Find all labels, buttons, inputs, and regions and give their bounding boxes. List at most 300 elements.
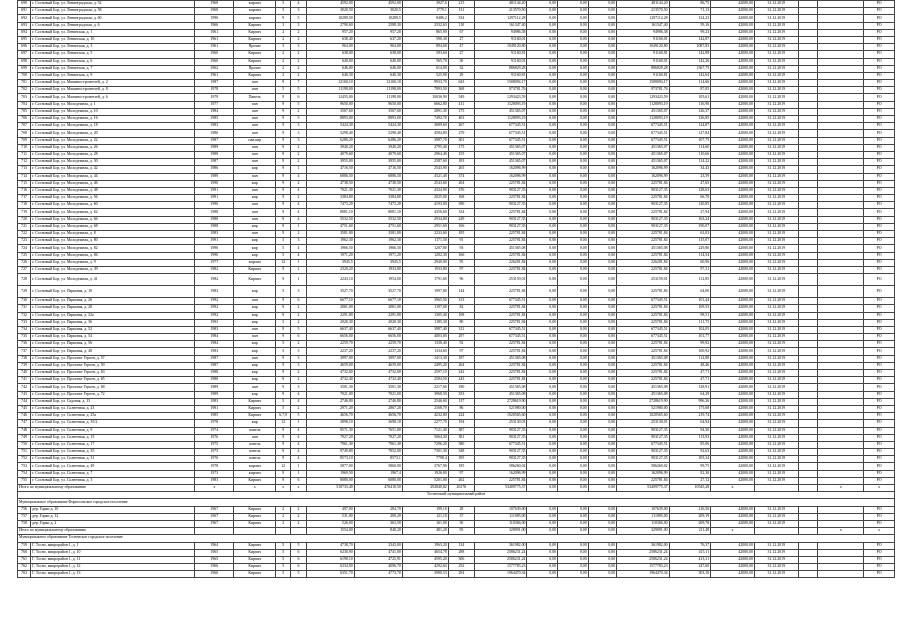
empty-cell xyxy=(798,427,818,434)
cell-a: г. Сосновый Бор, ул. Солнечная, д. 15 xyxy=(31,434,195,441)
total-x: х xyxy=(711,528,755,535)
cell-a: дер. Горки д. 10 xyxy=(31,506,195,513)
cell-v: 1128093,19 xyxy=(475,101,527,108)
total-label: Итого по муниципальному образованию xyxy=(18,528,195,535)
cell-a: г. Сосновый Бор, ул. Солнечная, д. 49 xyxy=(31,463,195,470)
cell-d: 31.12.2019 xyxy=(754,348,798,355)
cell-d: 31.12.2019 xyxy=(754,180,798,187)
cell-t: 1293423,59 xyxy=(617,94,669,101)
cell-n: 695 xyxy=(18,36,31,43)
cell-u: 115,07 xyxy=(669,238,711,245)
cell-f: 9 xyxy=(276,434,291,441)
cell-k: РО xyxy=(864,223,895,230)
cell-a: г. Сосновый Бор, ул. Молодежная, д. 80 xyxy=(31,238,195,245)
cell-f: 9 xyxy=(276,80,291,87)
empty-cell xyxy=(798,123,818,130)
cell-z1: 0,00 xyxy=(527,377,558,384)
cell-s3: 1305,40 xyxy=(402,312,448,319)
empty-cell xyxy=(798,137,818,144)
empty-cell xyxy=(798,202,818,209)
table-row xyxy=(18,326,895,333)
empty-cell xyxy=(818,398,864,405)
cell-a: г. Сосновый Бор, ул. Молодежная, д. 62 xyxy=(31,209,195,216)
cell-z3: 0,00 xyxy=(588,398,616,405)
cell-p: 32 xyxy=(448,65,474,72)
cell-s3: 7121,40 xyxy=(402,427,448,434)
cell-p: 82 xyxy=(448,305,474,312)
cell-s1: 2790,60 xyxy=(306,22,354,29)
cell-u: 113,93 xyxy=(669,434,711,441)
cell-d: 31.12.2019 xyxy=(754,72,798,79)
empty-cell xyxy=(798,180,818,187)
cell-e: 2 xyxy=(291,370,306,377)
cell-f: 2 xyxy=(276,520,291,527)
cell-v: 1049120,80 xyxy=(475,44,527,51)
cell-y: 1992 xyxy=(195,305,234,312)
cell-u: 216,56 xyxy=(669,506,711,513)
cell-d: 31.12.2019 xyxy=(754,173,798,180)
empty-cell xyxy=(798,108,818,115)
cell-z1: 0,00 xyxy=(527,87,558,94)
cell-f: 5 xyxy=(276,398,291,405)
cell-a: г. Сосновый Бор, ул. Ленинская, д. 7 xyxy=(31,65,195,72)
table-row xyxy=(18,72,895,79)
section-header-row-text: Муниципальное образование Форносовское городское поселение xyxy=(18,499,895,506)
cell-p: 334 xyxy=(448,209,474,216)
cell-f: 9 xyxy=(276,101,291,108)
cell-f: 9 xyxy=(276,427,291,434)
cell-k: РО xyxy=(864,209,895,216)
cell-v: 361982,00 xyxy=(475,542,527,549)
cell-n: 721 xyxy=(18,223,31,230)
cell-v: 677345,51 xyxy=(475,298,527,305)
cell-a: г. Сосновый Бор, ул. Молодежная, д. 39 xyxy=(31,266,195,273)
cell-w: 42000,00 xyxy=(711,305,755,312)
cell-s1: 2020,30 xyxy=(306,319,354,326)
cell-a: дер. Горки д. 12 xyxy=(31,513,195,520)
cell-z3: 0,00 xyxy=(588,123,616,130)
cell-d: 31.12.2019 xyxy=(754,449,798,456)
cell-e: 3 xyxy=(291,44,306,51)
cell-p: 67 xyxy=(448,29,474,36)
empty-cell xyxy=(818,326,864,333)
cell-f: 6,7,9 xyxy=(276,413,291,420)
cell-a: Г. Тосно, микрорайон 1, д. 11 xyxy=(31,556,195,563)
cell-z1: 0,00 xyxy=(527,130,558,137)
empty-cell xyxy=(818,44,864,51)
cell-n: 719 xyxy=(18,209,31,216)
cell-s1: 640,30 xyxy=(306,72,354,79)
cell-k: РО xyxy=(864,326,895,333)
empty-cell xyxy=(798,231,818,238)
cell-s1: 6351,70 xyxy=(306,571,354,578)
cell-s1: 1966,50 xyxy=(306,245,354,252)
cell-z2: 0,00 xyxy=(558,65,589,72)
cell-a: г. Сосновый Бор, ул. Парковая, д. 10 xyxy=(31,286,195,298)
cell-n: 743 xyxy=(18,391,31,398)
cell-e: 5 xyxy=(291,15,306,22)
total-x xyxy=(234,528,276,535)
cell-z2: 0,00 xyxy=(558,571,589,578)
cell-z2: 0,00 xyxy=(558,166,589,173)
empty-cell xyxy=(798,259,818,266)
cell-z1: 0,00 xyxy=(527,216,558,223)
cell-m: Кирпич xyxy=(234,520,276,527)
cell-z3: 0,00 xyxy=(588,319,616,326)
empty-cell xyxy=(818,223,864,230)
table-row xyxy=(18,413,895,420)
cell-z1: 0,00 xyxy=(527,370,558,377)
cell-z1: 0,00 xyxy=(527,36,558,43)
cell-m: кир xyxy=(234,391,276,398)
cell-z2: 0,00 xyxy=(558,15,589,22)
cell-e: 3 xyxy=(291,286,306,298)
cell-u: 114,22 xyxy=(669,159,711,166)
table-row xyxy=(18,391,895,398)
cell-y: 1992 xyxy=(195,298,234,305)
cell-e: 3 xyxy=(291,362,306,369)
cell-t: 451365,07 xyxy=(617,108,669,115)
cell-p: 137 xyxy=(448,398,474,405)
cell-t: 225781,84 xyxy=(617,305,669,312)
table-row xyxy=(18,506,895,513)
cell-s2: 964,00 xyxy=(354,44,402,51)
cell-s2: 4659,00 xyxy=(354,362,402,369)
cell-p: 376 xyxy=(448,187,474,194)
cell-s2: 363,50 xyxy=(354,520,402,527)
total-s2: 476410,50 xyxy=(354,485,402,492)
cell-t: 225781,84 xyxy=(617,266,669,273)
cell-y: 1991 xyxy=(195,238,234,245)
empty-cell xyxy=(798,556,818,563)
cell-z2: 0,00 xyxy=(558,51,589,58)
cell-z1: 0,00 xyxy=(527,58,558,65)
cell-z3: 0,00 xyxy=(588,259,616,266)
cell-s2: 4751,60 xyxy=(354,223,402,230)
cell-y: 1966 xyxy=(195,564,234,571)
cell-w: 42000,00 xyxy=(711,549,755,556)
cell-w: 42000,00 xyxy=(711,51,755,58)
cell-z1: 0,00 xyxy=(527,231,558,238)
cell-s2: 7852,00 xyxy=(354,449,402,456)
cell-u: 247,60 xyxy=(669,564,711,571)
cell-z1: 0,00 xyxy=(527,362,558,369)
cell-m: панель xyxy=(234,456,276,463)
cell-s1: 531,00 xyxy=(306,513,354,520)
cell-k: РО xyxy=(864,405,895,412)
cell-a: г. Сосновый Бор, ул. Солнечная, д. 7 xyxy=(31,470,195,477)
cell-m: Кирпич xyxy=(234,58,276,65)
cell-a: г. Сосновый Бор, ул. Солнечная, д. 35/2 xyxy=(31,420,195,427)
cell-z3: 0,00 xyxy=(588,377,616,384)
cell-z2: 0,00 xyxy=(558,252,589,259)
cell-z2: 0,00 xyxy=(558,449,589,456)
cell-s2: 284,70 xyxy=(354,506,402,513)
cell-y: 1990 xyxy=(195,245,234,252)
cell-v: 225781,84 xyxy=(475,305,527,312)
table-row xyxy=(18,22,895,29)
cell-n: 711 xyxy=(18,151,31,158)
cell-d: 31.12.2019 xyxy=(754,29,798,36)
cell-n: 739 xyxy=(18,362,31,369)
cell-s3: 1963,20 xyxy=(402,542,448,549)
table-row xyxy=(18,159,895,166)
cell-s2: 4741,00 xyxy=(354,549,402,556)
cell-v: 225781,84 xyxy=(475,377,527,384)
cell-d: 31.12.2019 xyxy=(754,202,798,209)
cell-a: г. Сосновый Бор, ул. Парковая, д. 52 xyxy=(31,326,195,333)
cell-u: 105,61 xyxy=(669,94,711,101)
cell-w: 42000,00 xyxy=(711,195,755,202)
empty-cell xyxy=(798,528,818,535)
cell-d: 31.12.2019 xyxy=(754,245,798,252)
cell-s1: 3501,30 xyxy=(306,384,354,391)
cell-p: 288 xyxy=(448,549,474,556)
cell-z2: 0,00 xyxy=(558,29,589,36)
cell-u: 303,10 xyxy=(669,571,711,578)
cell-k: РО xyxy=(864,15,895,22)
cell-p: 403 xyxy=(448,116,474,123)
cell-e: 2 xyxy=(291,513,306,520)
cell-a: г. Сосновый Бор, ул. Ленинская, д. 6 xyxy=(31,58,195,65)
empty-cell xyxy=(798,571,818,578)
table-row xyxy=(18,266,895,273)
cell-v: 903127,35 xyxy=(475,449,527,456)
cell-p: 30 xyxy=(448,58,474,65)
cell-t: 225781,84 xyxy=(617,477,669,484)
cell-y: 1988 xyxy=(195,223,234,230)
cell-n: 746 xyxy=(18,413,31,420)
cell-a: г. Сосновый Бор, ул. Молодежная, д. 1 xyxy=(31,101,195,108)
cell-m: Кирпич xyxy=(234,542,276,549)
cell-k: РО xyxy=(864,36,895,43)
cell-t: 225781,84 xyxy=(617,238,669,245)
cell-s3: 10036,90 xyxy=(402,94,448,101)
cell-a: г. Сосновый Бор, ул. Машиностроителей, д. 6 xyxy=(31,94,195,101)
cell-m: Прочие xyxy=(234,44,276,51)
cell-z2: 0,00 xyxy=(558,348,589,355)
cell-s3: 525,90 xyxy=(402,72,448,79)
cell-y: 1991 xyxy=(195,405,234,412)
cell-y: 1960 xyxy=(195,51,234,58)
cell-t: 886829,28 xyxy=(617,65,669,72)
cell-a: г. Сосновый Бор, ул. Солнечная, д. 3 xyxy=(31,477,195,484)
empty-cell xyxy=(798,187,818,194)
cell-s3: 2495,20 xyxy=(402,362,448,369)
cell-s3: 590,30 xyxy=(402,36,448,43)
cell-t: 162096,99 xyxy=(617,470,669,477)
cell-s3: 3968,50 xyxy=(402,391,448,398)
cell-f: 9 xyxy=(276,159,291,166)
cell-p: 175 xyxy=(448,144,474,151)
empty-cell xyxy=(798,72,818,79)
cell-f: 9 xyxy=(276,470,291,477)
cell-f: 9 xyxy=(276,216,291,223)
cell-k: РО xyxy=(864,44,895,51)
cell-s3: 9933,70 xyxy=(402,80,448,87)
cell-a: г. Сосновый Бор, ул. Ленинская, д. 9 xyxy=(31,72,195,79)
cell-k: РО xyxy=(864,22,895,29)
cell-d: 31.12.2019 xyxy=(754,101,798,108)
cell-y: 1983 xyxy=(195,123,234,130)
cell-u: 64,00 xyxy=(669,286,711,298)
cell-f: 9 xyxy=(276,231,291,238)
cell-s3: 3965,50 xyxy=(402,298,448,305)
table-row xyxy=(18,245,895,252)
cell-u: 112,85 xyxy=(669,274,711,286)
cell-m: кир xyxy=(234,305,276,312)
cell-t: 903127,35 xyxy=(617,456,669,463)
cell-f: 5 xyxy=(276,252,291,259)
table-row xyxy=(18,80,895,87)
cell-w: 42000,00 xyxy=(711,286,755,298)
cell-z2: 0,00 xyxy=(558,22,589,29)
empty-cell xyxy=(754,485,798,492)
cell-n: 723 xyxy=(18,238,31,245)
cell-w: 42000,00 xyxy=(711,319,755,326)
cell-s2: 640,00 xyxy=(354,58,402,65)
cell-t: 225781,84 xyxy=(617,341,669,348)
cell-m: пан xyxy=(234,326,276,333)
table-row xyxy=(18,51,895,58)
cell-v: 2586231,24 xyxy=(475,549,527,556)
cell-t: 677345,51 xyxy=(617,298,669,305)
cell-d: 31.12.2019 xyxy=(754,506,798,513)
cell-d: 31.12.2019 xyxy=(754,434,798,441)
cell-n: 733 xyxy=(18,319,31,326)
cell-p: 353 xyxy=(448,391,474,398)
cell-v: 903127,35 xyxy=(475,187,527,194)
table-row xyxy=(18,108,895,115)
cell-n: 748 xyxy=(18,427,31,434)
cell-d: 31.12.2019 xyxy=(754,556,798,563)
cell-e: 3 xyxy=(291,355,306,362)
table-row xyxy=(18,427,895,434)
cell-a: г. Сосновый Бор, ул. Молодежная, д. 28 xyxy=(31,151,195,158)
cell-s3: 2546,60 xyxy=(402,398,448,405)
cell-k: РО xyxy=(864,259,895,266)
cell-a: г. Сосновый Бор, ул. Машиностроителей, д. 2 xyxy=(31,80,195,87)
cell-z1: 0,00 xyxy=(527,341,558,348)
table-row xyxy=(18,456,895,463)
cell-z3: 0,00 xyxy=(588,238,616,245)
cell-s3: 2277,70 xyxy=(402,420,448,427)
cell-w: 42000,00 xyxy=(711,252,755,259)
cell-t: 1577783,23 xyxy=(617,564,669,571)
cell-f: 9 xyxy=(276,144,291,151)
cell-p: 243 xyxy=(448,377,474,384)
cell-z3: 0,00 xyxy=(588,144,616,151)
cell-a: г. Сосновый Бор, ул. Парковая, д. 32а xyxy=(31,312,195,319)
cell-e: 7 xyxy=(291,80,306,87)
cell-k: РО xyxy=(864,245,895,252)
cell-t: 1297112,28 xyxy=(617,15,669,22)
cell-s1: 6886,50 xyxy=(306,173,354,180)
empty-cell xyxy=(818,266,864,273)
table-row xyxy=(18,15,895,22)
cell-s3: 2795,40 xyxy=(402,144,448,151)
cell-s1: 6198,10 xyxy=(306,556,354,563)
cell-z2: 0,00 xyxy=(558,216,589,223)
table-row xyxy=(18,556,895,563)
empty-cell xyxy=(818,51,864,58)
empty-cell xyxy=(818,542,864,549)
empty-cell xyxy=(818,216,864,223)
cell-t: 451365,08 xyxy=(617,391,669,398)
empty-cell xyxy=(818,173,864,180)
cell-d: 31.12.2019 xyxy=(754,286,798,298)
cell-p: 131 xyxy=(448,8,474,15)
cell-u: 126,37 xyxy=(669,108,711,115)
cell-z2: 0,00 xyxy=(558,506,589,513)
cell-t: 111085,00 xyxy=(617,513,669,520)
cell-z1: 0,00 xyxy=(527,434,558,441)
cell-s2: 3581,80 xyxy=(354,231,402,238)
cell-y: 1965 xyxy=(195,556,234,563)
cell-m: панель xyxy=(234,427,276,434)
total-x: х xyxy=(818,528,864,535)
cell-k: РО xyxy=(864,549,895,556)
cell-e: 5 xyxy=(291,326,306,333)
cell-n: 732 xyxy=(18,312,31,319)
cell-p: 185 xyxy=(448,231,474,238)
cell-v: 1020565,60 xyxy=(475,413,527,420)
cell-p: 381 xyxy=(448,434,474,441)
cell-p: 643 xyxy=(448,80,474,87)
cell-p: 224 xyxy=(448,413,474,420)
cell-n: 749 xyxy=(18,434,31,441)
cell-v: 253159,01 xyxy=(475,274,527,286)
cell-z3: 0,00 xyxy=(588,8,616,15)
cell-y: 1988 xyxy=(195,370,234,377)
cell-s3: 121,10 xyxy=(402,513,448,520)
cell-s3: 2940,00 xyxy=(402,259,448,266)
cell-v: 91160,01 xyxy=(475,36,527,43)
cell-s1: 4656,70 xyxy=(306,413,354,420)
cell-k: РО xyxy=(864,391,895,398)
cell-v: 903127,35 xyxy=(475,427,527,434)
cell-y: 1991 xyxy=(195,187,234,194)
cell-z2: 0,00 xyxy=(558,334,589,341)
cell-s1: 3898,10 xyxy=(306,420,354,427)
cell-z2: 0,00 xyxy=(558,377,589,384)
cell-n: 703 xyxy=(18,94,31,101)
cell-z1: 0,00 xyxy=(527,151,558,158)
cell-t: 225781,84 xyxy=(617,195,669,202)
cell-e: 4 xyxy=(291,391,306,398)
cell-z3: 0,00 xyxy=(588,463,616,470)
cell-m: пан xyxy=(234,123,276,130)
cell-z2: 0,00 xyxy=(558,398,589,405)
cell-m: Кирпич xyxy=(234,571,276,578)
cell-p: 30 xyxy=(448,520,474,527)
cell-k: РО xyxy=(864,187,895,194)
cell-t: 677345,51 xyxy=(617,130,669,137)
empty-cell xyxy=(818,456,864,463)
cell-z1: 0,00 xyxy=(527,29,558,36)
total-z3: 0,00 xyxy=(588,485,616,492)
cell-w: 42000,00 xyxy=(711,377,755,384)
empty-cell xyxy=(818,130,864,137)
cell-u: 112,88 xyxy=(669,355,711,362)
cell-d: 31.12.2019 xyxy=(754,384,798,391)
cell-a: г. Сосновый Бор, ул. Ленинградская, д. 58 xyxy=(31,8,195,15)
cell-s1: 4732,00 xyxy=(306,370,354,377)
cell-n: 713 xyxy=(18,166,31,173)
cell-t: 903127,35 xyxy=(617,449,669,456)
cell-d: 31.12.2019 xyxy=(754,542,798,549)
cell-e: 3 xyxy=(291,238,306,245)
